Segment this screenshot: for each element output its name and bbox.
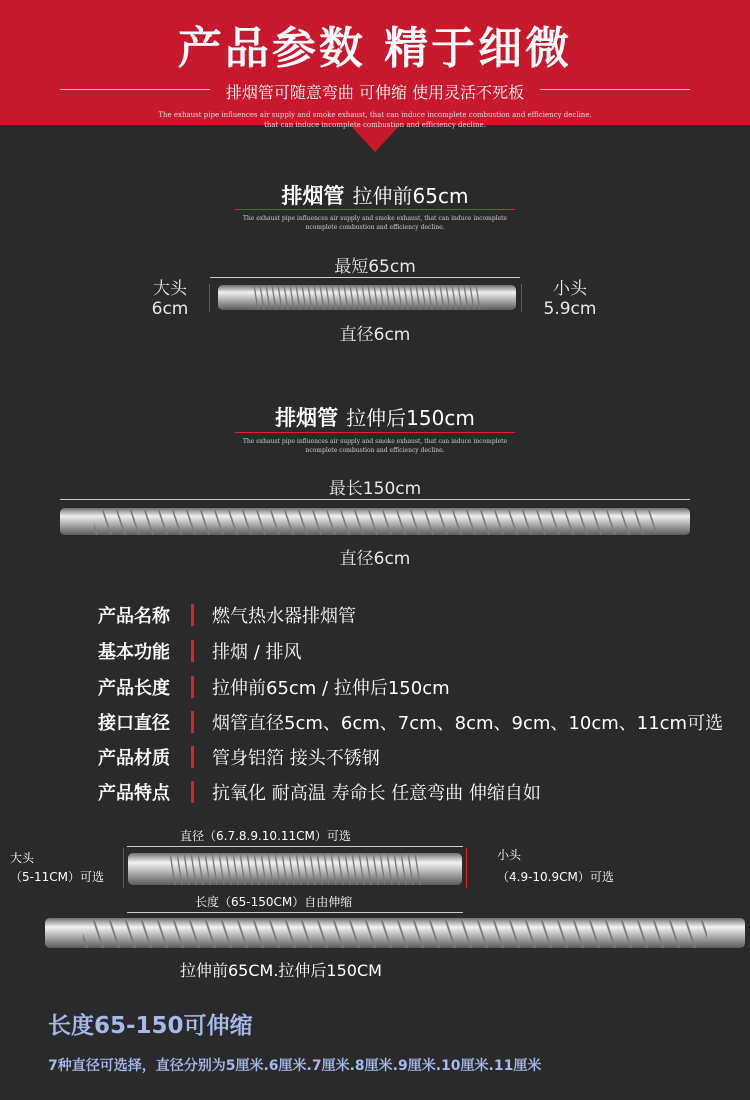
diagram-top-dimline: [127, 846, 463, 847]
short-length-dimline: [210, 277, 520, 278]
section-before-divider: [235, 209, 515, 210]
spec-value: 拉伸前65cm / 拉伸后150cm: [212, 678, 450, 699]
spec-label: 基本功能: [98, 642, 170, 663]
short-pipe-image: [218, 285, 516, 310]
spec-row-material: [0, 742, 750, 772]
spec-row-diameter: [0, 707, 750, 737]
section-before-fine-1: The exhaust pipe influences air supply and smoke exhaust, that can induce incomplete: [242, 215, 508, 222]
diagram-small-end-range: （4.9-10.9CM）可选: [497, 870, 614, 884]
header-fine-text-1: The exhaust pipe influences air supply and smoke exhaust, that can induce incomplete combustion and efficiency decline.: [158, 111, 592, 119]
section-before-title-bold: 排烟管: [281, 184, 345, 208]
diagram-left-tick: [123, 848, 124, 888]
spec-value: 燃气热水器排烟管: [212, 606, 356, 627]
spec-label: 产品名称: [98, 606, 170, 627]
spec-separator: [191, 676, 194, 698]
section-before-title-rest: 拉伸前65cm: [352, 184, 469, 208]
big-end-size: 6cm: [151, 299, 189, 319]
long-length-dimline: [60, 499, 690, 500]
short-diameter-label: 直径6cm: [339, 325, 411, 345]
spec-label: 产品长度: [98, 678, 170, 699]
bottom-detail: 7种直径可选择，直径分别为5厘米.6厘米.7厘米.8厘米.9厘米.10厘米.11厘米: [48, 1058, 542, 1074]
section-after-title-bold: 排烟管: [275, 406, 339, 430]
spec-value: 烟管直径5cm、6cm、7cm、8cm、9cm、10cm、11cm可选: [212, 713, 724, 734]
diagram-caption: 拉伸前65CM.拉伸后150CM: [180, 961, 382, 980]
spec-row-features: [0, 777, 750, 807]
spec-separator: [191, 640, 194, 662]
diagram-short-pipe: [128, 853, 462, 885]
header-banner: [0, 0, 750, 155]
spec-value: 排烟 / 排风: [212, 642, 302, 663]
diagram-small-end-title: 小头: [497, 848, 522, 862]
section-before-fine-2: ncomplete combustion and efficiency decline.: [305, 224, 445, 231]
diagram-long-pipe: [45, 918, 745, 948]
diagram-big-end-range: （5-11CM）可选: [10, 870, 104, 884]
spec-separator: [191, 711, 194, 733]
long-pipe-image: [60, 508, 690, 535]
section-after-title: [0, 402, 750, 432]
diagram-bottom-dimline: [127, 912, 463, 913]
diagram-big-end-title: 大头: [10, 851, 35, 865]
spec-label: 接口直径: [98, 713, 170, 734]
page-subtitle: 排烟管可随意弯曲 可伸缩 使用灵活不死板: [225, 83, 525, 102]
spec-label: 产品材质: [98, 748, 170, 769]
header-fine-text-2: that can induce incomplete combustion and efficiency decline.: [264, 121, 486, 129]
bottom-headline: 长度65-150可伸缩: [48, 1013, 253, 1039]
small-end-size: 5.9cm: [543, 299, 597, 319]
diagram-right-tick: [466, 848, 467, 888]
long-length-label: 最长150cm: [328, 479, 422, 499]
section-after-divider: [235, 432, 515, 433]
spec-value: 管身铝箔 接头不锈钢: [212, 748, 380, 769]
big-end-label: 大头: [153, 279, 187, 299]
spec-row-length: [0, 672, 750, 702]
section-before-title: [0, 180, 750, 210]
section-after-fine-1: The exhaust pipe influences air supply and smoke exhaust, that can induce incomplete: [242, 438, 508, 445]
page-title: 产品参数 精于细微: [177, 23, 573, 74]
spec-separator: [191, 746, 194, 768]
section-after-fine-2: ncomplete combustion and efficiency decline.: [305, 447, 445, 454]
spec-separator: [191, 604, 194, 626]
short-length-label: 最短65cm: [334, 257, 416, 277]
spec-label: 产品特点: [98, 783, 170, 804]
short-right-tick: [521, 284, 522, 312]
spec-value: 抗氧化 耐高温 寿命长 任意弯曲 伸缩自如: [212, 783, 541, 804]
long-diameter-label: 直径6cm: [339, 549, 411, 569]
spec-row-function: [0, 636, 750, 666]
diagram-diameter-label: 直径（6.7.8.9.10.11CM）可选: [180, 829, 351, 843]
section-after-title-rest: 拉伸后150cm: [346, 406, 475, 430]
small-end-label: 小头: [553, 279, 587, 299]
diagram-length-label: 长度（65-150CM）自由伸缩: [195, 895, 353, 909]
spec-separator: [191, 781, 194, 803]
spec-row-name: [0, 600, 750, 630]
